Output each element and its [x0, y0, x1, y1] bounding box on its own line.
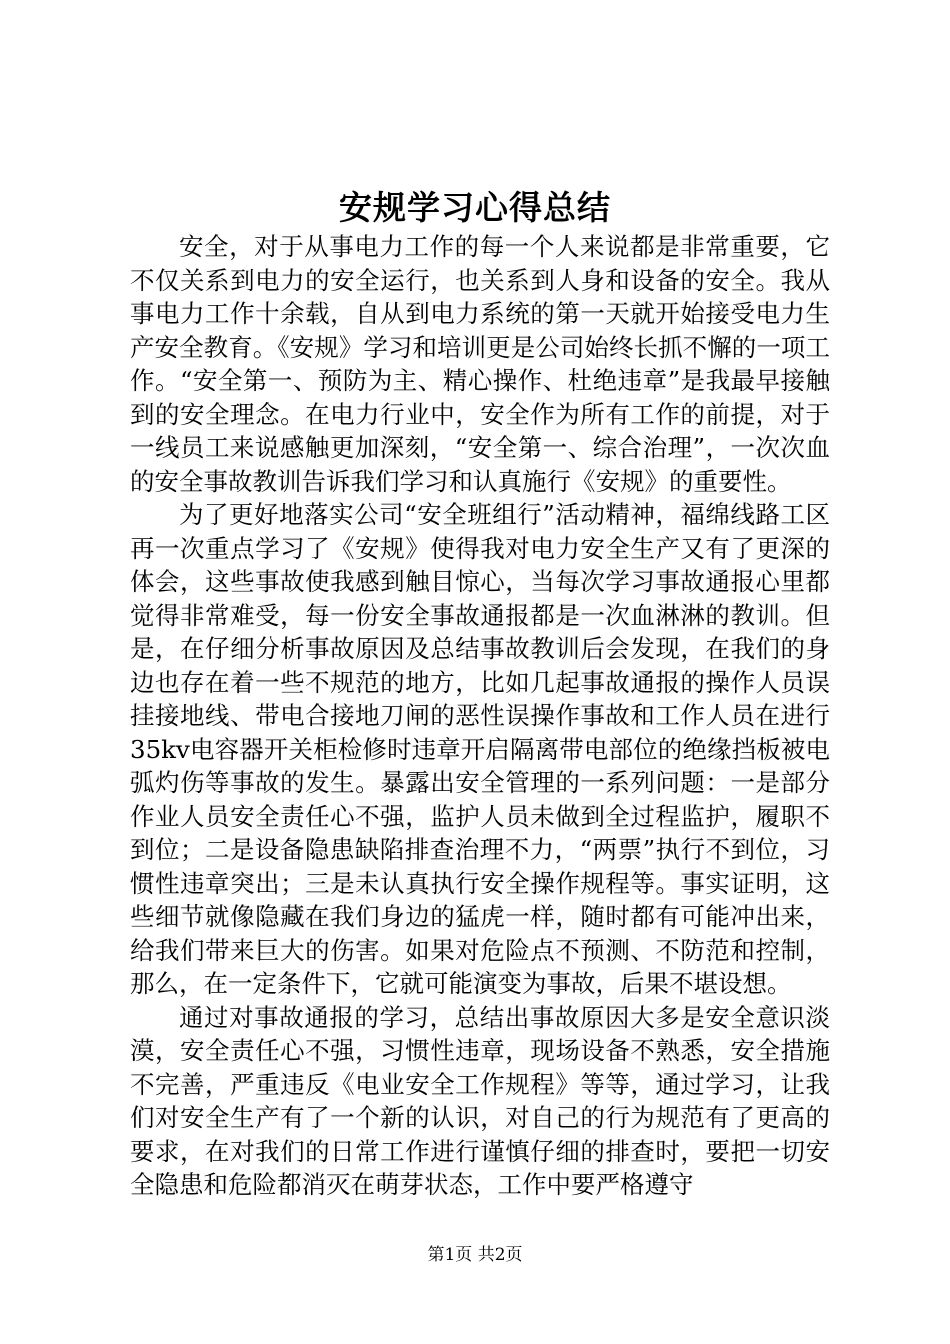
- document-title: 安规学习心得总结: [339, 188, 611, 227]
- document-body: [130, 230, 830, 1202]
- paragraph: 安全，对于从事电力工作的每一个人来说都是非常重要，它不仅关系到电力的安全运行，也关系到人身和设备的安全。我从事电力工作十余载，自从到电力系统的第一天就开始接受电力生产安全教育。《安规》学习和培训更是公司始终长抓不懈的一项工作。“安全第一、预防为主、精心操作、杜绝违章”是我最早接触到的安全理念。在电力行业中，安全作为所有工作的前提，对于一线员工来说感触更加深刻，“安全第一、综合治理”，一次次血的安全事故教训告诉我们学习和认真施行《安规》的重要性。: [130, 232, 830, 496]
- page-number-footer: 第1页 共2页: [427, 1245, 523, 1265]
- paragraph: 为了更好地落实公司“安全班组行”活动精神，福绵线路工区再一次重点学习了《安规》使得我对电力安全生产又有了更深的体会，这些事故使我感到触目惊心，当每次学习事故通报心里都觉得非常难受，每一份安全事故通报都是一次血淋淋的教训。但是，在仔细分析事故原因及总结事故教训后会发现，在我们的身边也存在着一些不规范的地方，比如几起事故通报的操作人员误挂接地线、带电合接地刀闸的恶性误操作事故和工作人员在进行35kv电容器开关柜检修时违章开启隔离带电部位的绝缘挡板被电弧灼伤等事故的发生。暴露出安全管理的一系列问题：一是部分作业人员安全责任心不强，监护人员未做到全过程监护，履职不到位；二是设备隐患缺陷排查治理不力，“两票”执行不到位，习惯性违章突出；三是未认真执行安全操作规程等。事实证明，这些细节就像隐藏在我们身边的猛虎一样，随时都有可能冲出来，给我们带来巨大的伤害。如果对危险点不预测、不防范和控制，那么，在一定条件下，它就可能演变为事故，后果不堪设想。: [130, 500, 830, 998]
- paragraph: 通过对事故通报的学习，总结出事故原因大多是安全意识淡漠，安全责任心不强，习惯性违章，现场设备不熟悉，安全措施不完善，严重违反《电业安全工作规程》等等，通过学习，让我们对安全生产有了一个新的认识，对自己的行为规范有了更高的要求，在对我们的日常工作进行谨慎仔细的排查时，要把一切安全隐患和危险都消灭在萌芽状态，工作中要严格遵守: [130, 1002, 830, 1199]
